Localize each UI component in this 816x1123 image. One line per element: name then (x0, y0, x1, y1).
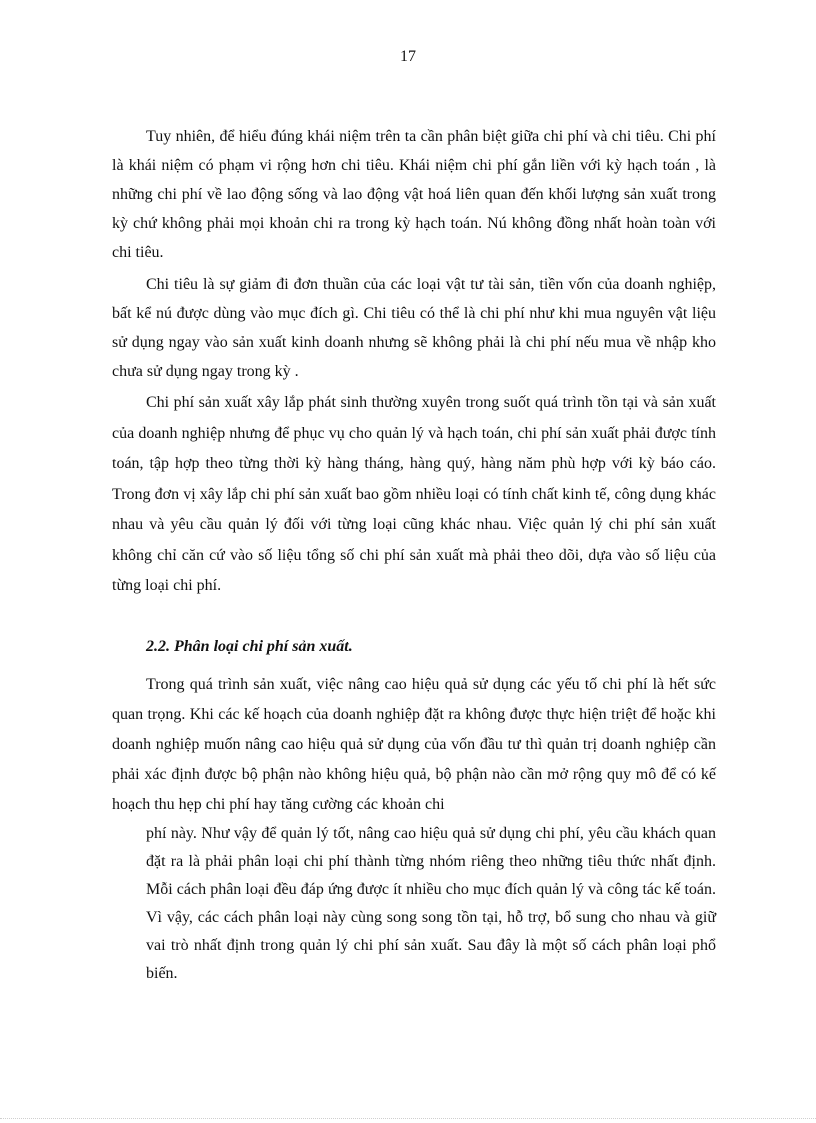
paragraph-expenditure-definition: Chi tiêu là sự giảm đi đơn thuần của các loại vật tư tài sản, tiền vốn của doanh nghiệp, bất kể nú được dùng vào mục đích gì. Chi tiêu có thể là chi phí như khi mua nguyên vật liệu sử dụng ngay vào sản xuất kinh doanh nhưng sẽ không phải là chi phí nếu mua về nhập kho chưa sử dụng ngay trong kỳ . (112, 276, 716, 380)
paragraph-construction-costs: Chi phí sản xuất xây lắp phát sinh thường xuyên trong suốt quá trình tồn tại và sản xuất của doanh nghiệp nhưng để phục vụ cho quản lý và hạch toán, chi phí sản xuất phải được tính toán, tập hợp theo từng thời kỳ hàng tháng, hàng quý, hàng năm phù hợp với kỳ báo cáo. Trong đơn vị xây lắp chi phí sản xuất bao gồm nhiều loại có tính chất kinh tế, công dụng khác nhau và yêu cầu quản lý đối với từng loại cũng khác nhau. Việc quản lý chi phí sản xuất không chỉ căn cứ vào số liệu tổng số chi phí sản xuất mà phải theo dõi, dựa vào số liệu của từng loại chi phí. (112, 394, 716, 594)
document-body (112, 122, 716, 988)
paragraph-classification-importance: Trong quá trình sản xuất, việc nâng cao hiệu quả sử dụng các yếu tố chi phí là hết sức quan trọng. Khi các kế hoạch của doanh nghiệp đặt ra không được thực hiện triệt để hoặc khi doanh nghiệp muốn nâng cao hiệu quả sử dụng của vốn đầu tư thì quản trị doanh nghiệp cần phải xác định được bộ phận nào không hiệu quả, bộ phận nào cần mở rộng quy mô để có kế hoạch thu hẹp chi phí hay tăng cường các khoản chi (112, 675, 716, 813)
paragraph-classification-methods: phí này. Như vậy để quản lý tốt, nâng cao hiệu quả sử dụng chi phí, yêu cầu khách quan đặt ra là phải phân loại chi phí thành từng nhóm riêng theo những tiêu thức nhất định. Mỗi cách phân loại đều đáp ứng được ít nhiều cho mục đích quản lý và công tác kế toán. Vì vậy, các cách phân loại này cùng song song tồn tại, hỗ trợ, bổ sung cho nhau và giữ vai trò nhất định trong quản lý chi phí sản xuất. Sau đây là một số cách phân loại phổ biến. (146, 824, 716, 982)
section-heading: 2.2. Phân loại chi phí sản xuất. (146, 637, 353, 655)
page-bottom-border (0, 1118, 816, 1119)
paragraph-cost-vs-expenditure: Tuy nhiên, để hiểu đúng khái niệm trên ta cần phân biệt giữa chi phí và chi tiêu. Chi phí là khái niệm có phạm vi rộng hơn chi tiêu. Khái niệm chi phí gắn liền với kỳ hạch toán , là những chi phí về lao động sống và lao động vật hoá liên quan đến khối lượng sản xuất trong kỳ chứ không phải mọi khoản chi ra trong kỳ hạch toán. Nú không đồng nhất hoàn toàn với chi tiêu. (112, 128, 716, 261)
page-number: 17 (400, 48, 416, 65)
